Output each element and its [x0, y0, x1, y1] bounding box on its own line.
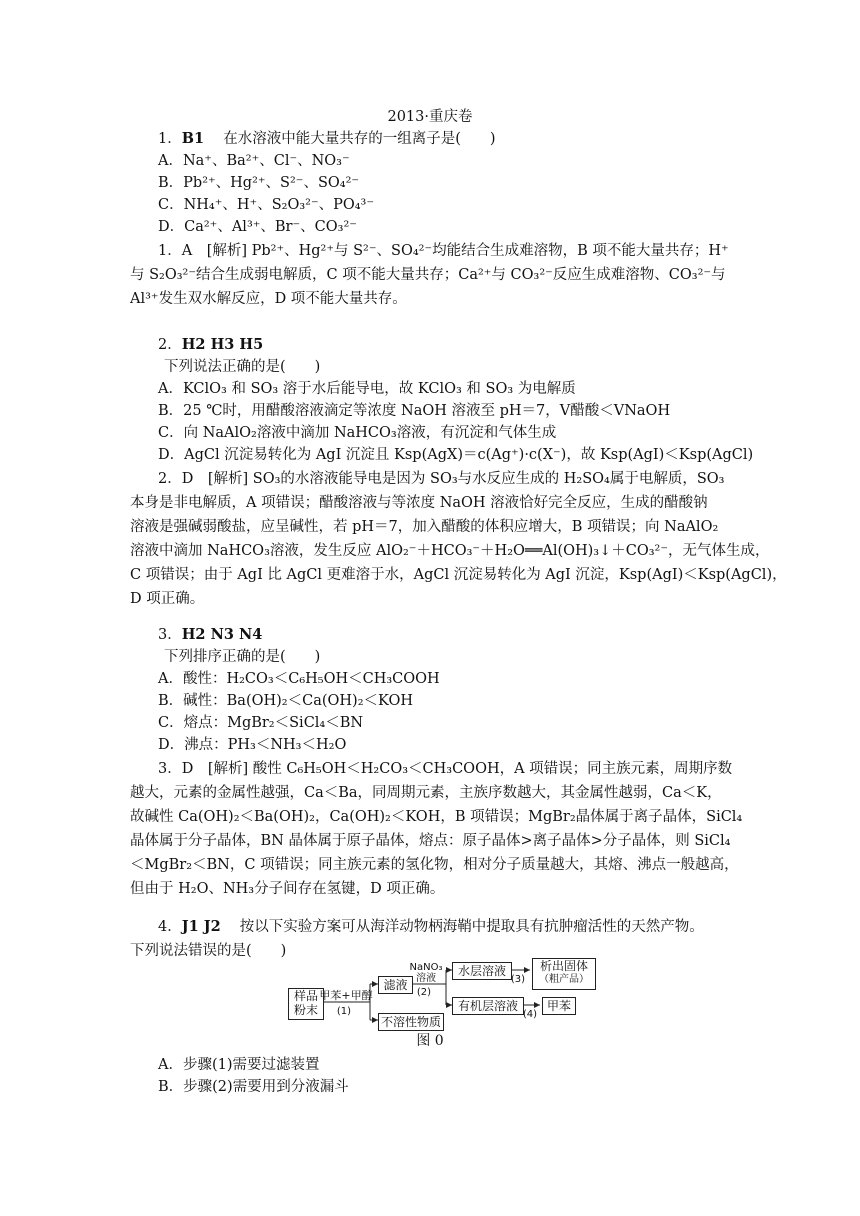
answer-line: C 项错误；由于 AgI 比 AgCl 更难溶于水，AgCl 沉淀易转化为 AgI 沉淀，Ksp(AgI)＜Ksp(AgCl)， — [130, 567, 787, 583]
question-1-option-a: A．Na⁺、Ba²⁺、Cl⁻、NO₃⁻ — [158, 153, 350, 169]
flow-box-aqueous: 水层溶液 — [452, 962, 512, 980]
question-2-option-a: A．KClO₃ 和 SO₃ 溶于水后能导电，故 KClO₃ 和 SO₃ 为电解质 — [158, 381, 576, 397]
answer-line: D 项正确。 — [130, 591, 205, 607]
question-2-code: H2 H3 H5 — [181, 336, 264, 353]
question-1-text: 在水溶液中能大量共存的一组离子是( ) — [223, 131, 496, 147]
answer-line: 溶液是强碱弱酸盐，应呈碱性，若 pH＝7，加入醋酸的体积应增大，B 项错误；向 NaAlO₂ — [130, 519, 719, 535]
answer-line: 晶体属于分子晶体，BN 晶体属于原子晶体，熔点：原子晶体>离子晶体>分子晶体，则 SiCl₄ — [130, 833, 731, 849]
question-2-option-c: C．向 NaAlO₂溶液中滴加 NaHCO₃溶液，有沉淀和气体生成 — [158, 425, 557, 441]
question-4-option-b: B．步骤(2)需要用到分液漏斗 — [158, 1079, 349, 1095]
flow-label-step-1: (1) — [336, 1006, 352, 1017]
flow-solid-line-2: （粗产品） — [539, 974, 589, 985]
answer-line: 越大，元素的金属性越强，Ca＜Ba，同周期元素，主族序数越大，其金属性越弱，Ca＜K， — [130, 785, 722, 801]
answer-line: Al³⁺发生双水解反应，D 项不能大量共存。 — [130, 291, 407, 307]
question-4-text: 按以下实验方案可从海洋动物柄海鞘中提取具有抗肿瘤活性的天然产物。 — [239, 919, 704, 935]
flow-label-solvent: 甲苯+甲醇 — [319, 989, 373, 1002]
answer-line: 故碱性 Ca(OH)₂＜Ba(OH)₂，Ca(OH)₂＜KOH，B 项错误；MgBr₂晶体属于离子晶体，SiCl₄ — [130, 809, 743, 825]
answer-line: 3．D [解析] 酸性 C₆H₅OH＜H₂CO₃＜CH₃COOH，A 项错误；同主族元素，周期序数 — [158, 761, 733, 777]
question-2-stem: 下列说法正确的是( ) — [164, 359, 321, 375]
answer-line: 溶液中滴加 NaHCO₃溶液，发生反应 AlO₂⁻＋HCO₃⁻＋H₂O══Al(OH)₃↓＋CO₃²⁻，无气体生成， — [130, 543, 770, 559]
question-1-option-c: C．NH₄⁺、H⁺、S₂O₃²⁻、PO₄³⁻ — [158, 197, 375, 213]
flow-box-toluene: 甲苯 — [542, 997, 576, 1015]
flow-box-organic: 有机层溶液 — [452, 997, 524, 1015]
flow-label-step-3: (3) — [510, 974, 526, 985]
question-1-code: B1 — [181, 130, 205, 147]
answer-line: 1．A [解析] Pb²⁺、Hg²⁺与 S²⁻、SO₄²⁻均能结合生成难溶物，B 项不能大量共存；H⁺ — [158, 243, 729, 259]
answer-line: 2．D [解析] SO₃的水溶液能导电是因为 SO₃与水反应生成的 H₂SO₄属于电解质，SO₃ — [158, 471, 725, 487]
flowchart — [286, 959, 626, 1036]
question-1-option-b: B．Pb²⁺、Hg²⁺、S²⁻、SO₄²⁻ — [158, 175, 360, 191]
question-2-header: 2．H2 H3 H5 — [158, 336, 264, 353]
question-4-stem: 4．J1 J2 按以下实验方案可从海洋动物柄海鞘中提取具有抗肿瘤活性的天然产物。 — [158, 918, 704, 935]
question-1-option-d: D．Ca²⁺、Al³⁺、Br⁻、CO₃²⁻ — [158, 219, 357, 235]
flow-sample-line-1: 样品 — [293, 989, 318, 1003]
question-2-option-d: D．AgCl 沉淀易转化为 AgI 沉淀且 Ksp(AgX)＝c(Ag⁺)·c(X⁻)，故 Ksp(AgI)＜Ksp(AgCl) — [158, 447, 754, 463]
question-3-stem: 下列排序正确的是( ) — [164, 649, 321, 665]
answer-line: 但由于 H₂O、NH₃分子间存在氢键，D 项正确。 — [130, 881, 445, 897]
flow-label-step-2: (2) — [416, 987, 432, 998]
flow-reagent-line-2: 溶液 — [416, 973, 436, 984]
question-3-header: 3．H2 N3 N4 — [158, 626, 263, 643]
page-title: 2013·重庆卷 — [387, 109, 473, 125]
flow-box-solid — [532, 958, 596, 990]
flow-box-insoluble: 不溶性物质 — [378, 1013, 444, 1031]
question-3-option-c: C．熔点：MgBr₂＜SiCl₄＜BN — [158, 715, 364, 731]
answer-line: 本身是非电解质，A 项错误；醋酸溶液与等浓度 NaOH 溶液恰好完全反应，生成的醋酸钠 — [130, 495, 708, 511]
flow-reagent-line-1: NaNO₃ — [409, 962, 443, 973]
question-4-option-a: A．步骤(1)需要过滤装置 — [158, 1057, 320, 1073]
question-3-option-d: D．沸点：PH₃＜NH₃＜H₂O — [158, 737, 347, 753]
flow-sample-line-2: 粉末 — [293, 1003, 318, 1017]
question-2-option-b: B．25 ℃时，用醋酸溶液滴定等浓度 NaOH 溶液至 pH＝7，V醋酸＜VNaOH — [158, 403, 671, 419]
question-4-stem-line-2: 下列说法错误的是( ) — [130, 943, 287, 959]
answer-line: 与 S₂O₃²⁻结合生成弱电解质，C 项不能大量共存；Ca²⁺与 CO₃²⁻反应生成难溶物、CO₃²⁻与 — [130, 267, 726, 283]
answer-line: ＜MgBr₂＜BN，C 项错误；同主族元素的氢化物，相对分子质量越大，其熔、沸点一般越高， — [130, 857, 739, 873]
question-3-option-a: A．酸性：H₂CO₃＜C₆H₅OH＜CH₃COOH — [158, 671, 440, 687]
flow-box-filtrate: 滤液 — [378, 976, 413, 994]
flow-label-step-4: (4) — [522, 1009, 538, 1020]
question-3-option-b: B．碱性：Ba(OH)₂＜Ca(OH)₂＜KOH — [158, 693, 413, 709]
figure-caption: 图 0 — [416, 1033, 444, 1049]
question-1-stem: 1．B1 在水溶液中能大量共存的一组离子是( ) — [158, 130, 496, 147]
flow-solid-line-1: 析出固体 — [539, 959, 588, 973]
question-4-code: J1 J2 — [181, 918, 221, 935]
flow-label-reagent — [406, 962, 446, 984]
question-3-code: H2 N3 N4 — [181, 626, 263, 643]
